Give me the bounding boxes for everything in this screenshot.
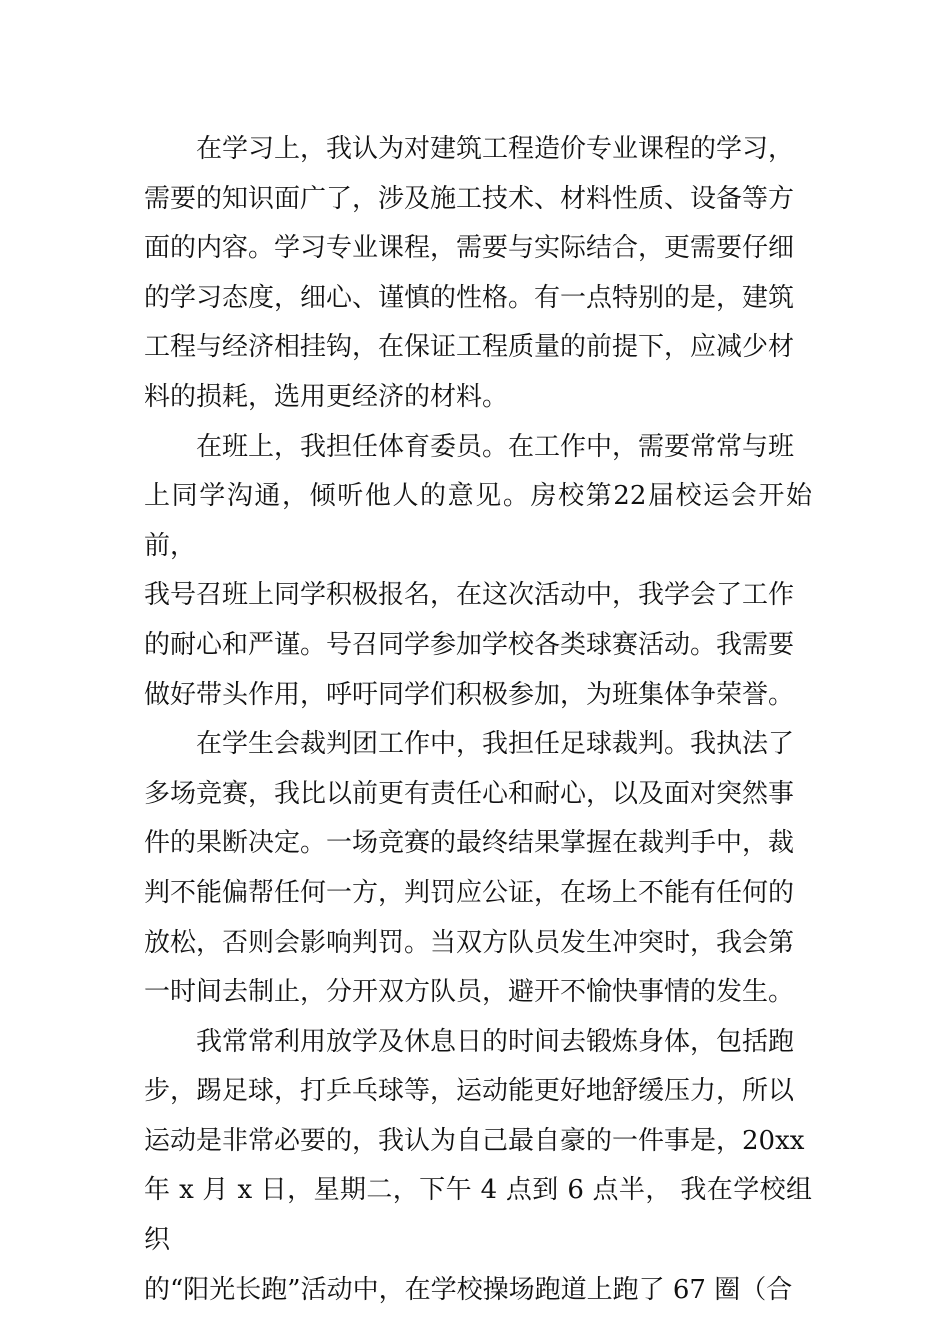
paragraph-referee (144, 720, 812, 1018)
text-line: 年 x 月 x 日，星期二，下午 4 点到 6 点半， 我在学校组织 (144, 1175, 812, 1256)
text-line: 料的损耗，选用更经济的材料。 (144, 381, 509, 412)
text-line: 在学习上，我认为对建筑工程造价专业课程的学习， (196, 134, 795, 164)
text-line: 上同学沟通，倾听他人的意见。房校第22届校运会开始前， (144, 481, 812, 561)
text-line: 的耐心和严谨。号召同学参加学校各类球赛活动。我需要 (144, 629, 795, 660)
text-line: 步，踢足球，打乒乓球等，运动能更好地舒缓压力，所以 (144, 1076, 795, 1107)
document-body (144, 125, 812, 1315)
text-line: 一时间去制止，分开双方队员，避开不愉快事情的发生。 (144, 977, 795, 1008)
text-line: 面的内容。学习专业课程，需要与实际结合，更需要仔细 (144, 233, 795, 264)
text-line: 运动是非常必要的，我认为自己最自豪的一件事是，20xx (144, 1125, 805, 1156)
paragraph-class-committee (144, 423, 812, 721)
text-line: 放松，否则会影响判罚。当双方队员发生冲突时，我会第 (144, 927, 795, 958)
text-line: 在学生会裁判团工作中，我担任足球裁判。我执法了 (196, 729, 795, 760)
paragraph-exercise (144, 1018, 812, 1316)
text-line: 的“阳光长跑”活动中，在学校操场跑道上跑了 67 圈（合 (144, 1274, 793, 1305)
text-line: 多场竞赛，我比以前更有责任心和耐心，以及面对突然事 (144, 778, 795, 809)
paragraph-study (144, 125, 812, 423)
text-line: 我号召班上同学积极报名，在这次活动中，我学会了工作 (144, 580, 795, 611)
text-line: 我常常利用放学及休息日的时间去锻炼身体，包括跑 (196, 1026, 795, 1057)
text-line: 做好带头作用，呼吁同学们积极参加，为班集体争荣誉。 (144, 679, 795, 710)
text-line: 判不能偏帮任何一方，判罚应公证，在场上不能有任何的 (144, 877, 795, 908)
text-line: 的学习态度，细心、谨慎的性格。有一点特别的是，建筑 (144, 282, 795, 313)
text-line: 在班上，我担任体育委员。在工作中，需要常常与班 (196, 431, 795, 462)
text-line: 需要的知识面广了，涉及施工技术、材料性质、设备等方 (144, 183, 795, 214)
text-line: 件的果断决定。一场竞赛的最终结果掌握在裁判手中，裁 (144, 828, 795, 859)
text-line: 工程与经济相挂钩，在保证工程质量的前提下，应减少材 (144, 332, 795, 363)
